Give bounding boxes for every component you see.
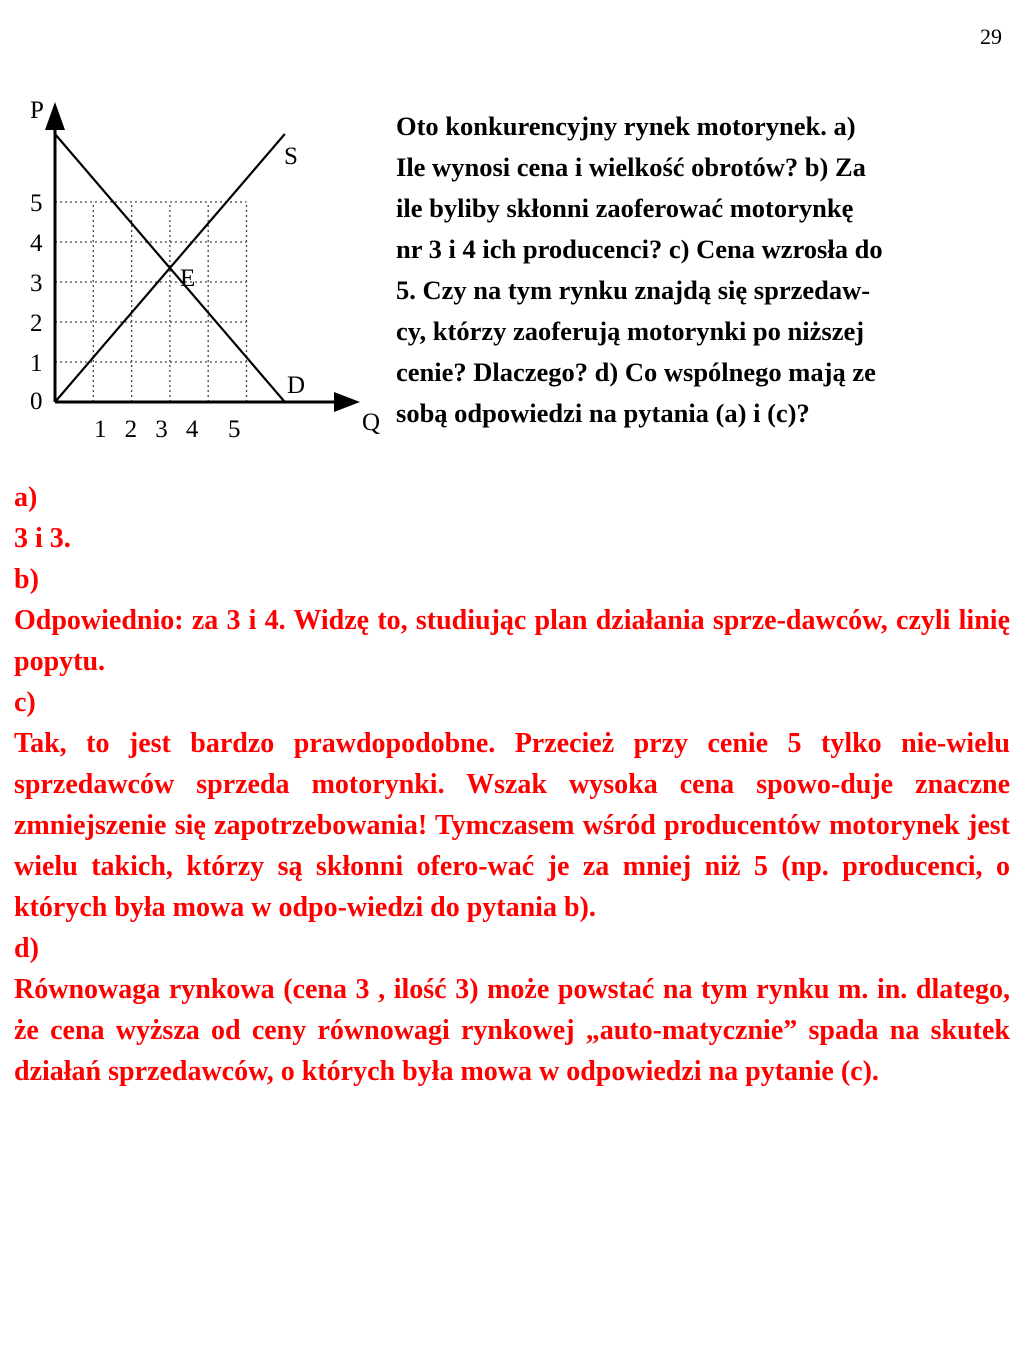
demand-label: D <box>287 372 306 399</box>
question-line: nr 3 i 4 ich producenci? c) Cena wzrosła do <box>396 234 883 264</box>
y-axis-label: P <box>30 97 44 124</box>
x-axis-arrow <box>334 392 360 412</box>
answers-section <box>14 477 1010 1092</box>
x-tick-label: 4 <box>185 416 199 443</box>
x-tick-label: 5 <box>228 416 241 443</box>
answer-a-label: a) <box>14 482 38 513</box>
question-line: 5. Czy na tym rynku znajdą się sprzedaw- <box>396 275 871 305</box>
answer-b-text: Odpowiednio: za 3 i 4. Widzę to, studiując plan działania sprze-dawców, czyli linię popytu. <box>14 605 1010 677</box>
y-tick-label: 2 <box>30 310 43 337</box>
x-tick-label: 2 <box>124 416 138 443</box>
x-axis-label: Q <box>362 409 381 436</box>
question-line: sobą odpowiedzi na pytania (a) i (c)? <box>396 398 810 428</box>
y-tick-label: 1 <box>30 350 43 377</box>
y-axis-arrow <box>45 102 65 130</box>
supply-demand-chart <box>0 90 390 450</box>
question-line: Ile wynosi cena i wielkość obrotów? b) Za <box>396 152 866 182</box>
x-tick-label: 3 <box>155 416 168 443</box>
y-tick-label: 4 <box>30 230 43 257</box>
question-line: Oto konkurencyjny rynek motorynek. a) <box>396 111 856 141</box>
page-number: 29 <box>980 24 1002 49</box>
answer-c-text: Tak, to jest bardzo prawdopodobne. Przecież przy cenie 5 tylko nie-wielu sprzedawców sprzeda motorynki. Wszak wysoka cena spowo-duje znaczne zmniejszenie się zapotrzebowania! Tymczasem wśród producentów motorynek jest wielu takich, którzy są skłonni ofero-wać je za mniej niż 5 (np. producenci, o których była mowa w odpo-wiedzi do pytania b). <box>14 728 1010 923</box>
answer-d-text: Równowaga rynkowa (cena 3 , ilość 3) może powstać na tym rynku m. in. dlatego, że cena wyższa od ceny równowagi rynkowej „auto-matycznie” spada na skutek działań sprzedawców, o których była mowa w odpowiedzi na pytanie (c). <box>14 974 1010 1087</box>
question-text <box>396 106 1024 434</box>
question-line: ile byliby skłonni zaoferować motorynkę <box>396 193 854 223</box>
question-line: cy, którzy zaoferują motorynki po niższej <box>396 316 865 346</box>
y-tick-label: 5 <box>30 190 43 217</box>
question-line: cenie? Dlaczego? d) Co wspólnego mają ze <box>396 357 876 387</box>
x-tick-label: 1 <box>93 416 107 443</box>
supply-label: S <box>284 143 298 170</box>
answer-b-label: b) <box>14 564 39 595</box>
equilibrium-label: E <box>180 265 196 292</box>
chart-grid <box>55 202 247 402</box>
y-tick-label: 3 <box>30 270 43 297</box>
answer-a-text: 3 i 3. <box>14 523 71 554</box>
chart-labels <box>30 97 380 443</box>
answer-c-label: c) <box>14 687 36 718</box>
origin-label: 0 <box>30 388 43 415</box>
answer-d-label: d) <box>14 933 39 964</box>
